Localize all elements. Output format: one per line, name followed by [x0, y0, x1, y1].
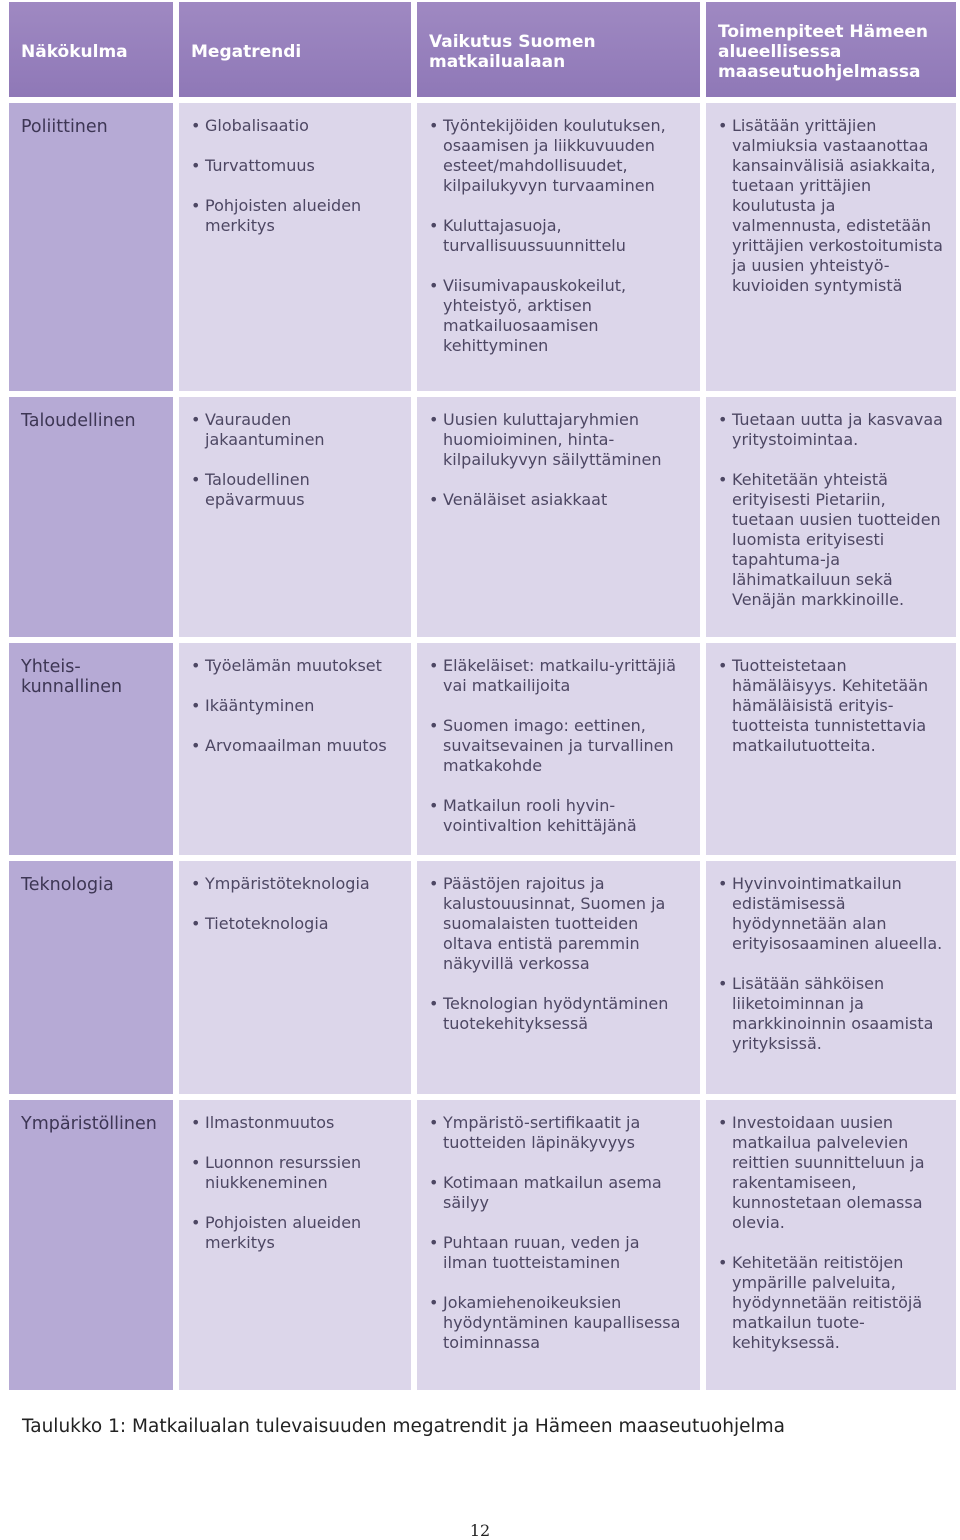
impact-cell: [417, 861, 700, 1094]
action-cell: [706, 1100, 956, 1390]
impact-item: • Matkailun rooli hyvin-vointivaltion kehittäjänä: [429, 796, 688, 836]
action-item: • Hyvinvointimatkailun edistämisessä hyödynnetään alan erityisosaaminen alueella.: [718, 874, 944, 954]
row-label: [9, 1100, 173, 1390]
megatrend-item: • Pohjoisten alueiden merkitys: [191, 1213, 399, 1253]
action-cell: [706, 103, 956, 391]
megatrend-item: • Ympäristöteknologia: [191, 874, 399, 894]
action-item: • Investoidaan uusien matkailua palvelevien reittien suunnitteluun ja rakentamiseen, kunnostetaan olemassa olevia.: [718, 1113, 944, 1233]
impact-item: • Venäläiset asiakkaat: [429, 490, 688, 510]
row-label-text: Ympäristöllinen: [21, 1114, 157, 1134]
megatrend-table: [9, 2, 956, 1390]
row-label: [9, 643, 173, 855]
impact-item: • Viisumivapauskokeilut, yhteistyö, arktisen matkailuosaamisen kehittyminen: [429, 276, 688, 356]
action-item: • Lisätään sähköisen liiketoiminnan ja markkinoinnin osaamista yrityksissä.: [718, 974, 944, 1054]
header-impact: [417, 2, 700, 97]
header-perspective: [9, 2, 173, 97]
impact-cell: [417, 643, 700, 855]
impact-item: • Eläkeläiset: matkailu-yrittäjiä vai matkailijoita: [429, 656, 688, 696]
impact-item: • Uusien kuluttajaryhmien huomioiminen, hinta-kilpailukyvyn säilyttäminen: [429, 410, 688, 470]
megatrend-item: • Pohjoisten alueiden merkitys: [191, 196, 399, 236]
row-label-text: Taloudellinen: [21, 411, 136, 431]
impact-item: • Suomen imago: eettinen, suvaitsevainen ja turvallinen matkakohde: [429, 716, 688, 776]
megatrend-item: • Ikääntyminen: [191, 696, 399, 716]
impact-item: • Jokamiehenoikeuksien hyödyntäminen kaupallisessa toiminnassa: [429, 1293, 688, 1353]
impact-item: • Kuluttajasuoja, turvallisuussuunnittelu: [429, 216, 688, 256]
header-label: Vaikutus Suomen matkailualaan: [429, 31, 596, 72]
action-item: • Lisätään yrittäjien valmiuksia vastaanottaa kansainvälisiä asiakkaita, tuetaan yrittäjien koulutusta ja valmennusta, edistetään yrittäjien verkostoitumista ja uusien yhteistyö-kuvioiden syntymistä: [718, 116, 944, 296]
header-megatrend: [179, 2, 411, 97]
megatrend-item: • Ilmastonmuutos: [191, 1113, 399, 1133]
impact-item: • Päästöjen rajoitus ja kalustouusinnat, Suomen ja suomalaisten tuotteiden oltava entistä paremmin näkyvillä verkossa: [429, 874, 688, 974]
impact-cell: [417, 1100, 700, 1390]
impact-item: • Ympäristö-sertifikaatit ja tuotteiden läpinäkyvyys: [429, 1113, 688, 1153]
impact-cell: [417, 397, 700, 637]
megatrend-item: • Globalisaatio: [191, 116, 399, 136]
megatrend-item: • Luonnon resurssien niukkeneminen: [191, 1153, 399, 1193]
megatrend-cell: [179, 861, 411, 1094]
action-item: • Kehitetään yhteistä erityisesti Pietariin, tuetaan uusien tuotteiden luomista erityisesti tapahtuma-ja lähimatkailuun sekä Venäjän markkinoille.: [718, 470, 944, 610]
impact-item: • Kotimaan matkailun asema säilyy: [429, 1173, 688, 1213]
row-label: [9, 397, 173, 637]
row-label-text: Teknologia: [21, 875, 114, 895]
header-label: Näkökulma: [21, 41, 128, 62]
impact-cell: [417, 103, 700, 391]
header-label: Megatrendi: [191, 41, 302, 62]
action-item: • Kehitetään reitistöjen ympärille palveluita, hyödynnetään reitistöjä matkailun tuote-kehityksessä.: [718, 1253, 944, 1353]
header-actions: [706, 2, 956, 97]
row-label: [9, 861, 173, 1094]
megatrend-item: • Turvattomuus: [191, 156, 399, 176]
impact-item: • Puhtaan ruuan, veden ja ilman tuotteistaminen: [429, 1233, 688, 1273]
table-caption: Taulukko 1: Matkailualan tulevaisuuden megatrendit ja Hämeen maaseutuohjelma: [22, 1416, 785, 1437]
action-item: • Tuotteistetaan hämäläisyys. Kehitetään hämäläisistä erityis-tuotteista tunnistettavia matkailutuotteita.: [718, 656, 944, 756]
megatrend-cell: [179, 643, 411, 855]
megatrend-cell: [179, 397, 411, 637]
megatrend-item: • Vaurauden jakaantuminen: [191, 410, 399, 450]
action-cell: [706, 861, 956, 1094]
impact-item: • Työntekijöiden koulutuksen, osaamisen ja liikkuvuuden esteet/mahdollisuudet, kilpailukyvyn turvaaminen: [429, 116, 688, 196]
impact-item: • Teknologian hyödyntäminen tuotekehityksessä: [429, 994, 688, 1034]
megatrend-cell: [179, 1100, 411, 1390]
page-number: 12: [469, 1521, 491, 1540]
action-cell: [706, 397, 956, 637]
megatrend-item: • Työelämän muutokset: [191, 656, 399, 676]
megatrend-cell: [179, 103, 411, 391]
row-label-text: Yhteis-kunnallinen: [21, 657, 123, 697]
row-label-text: Poliittinen: [21, 117, 108, 137]
row-label: [9, 103, 173, 391]
megatrend-item: • Arvomaailman muutos: [191, 736, 399, 756]
megatrend-item: • Tietoteknologia: [191, 914, 399, 934]
action-item: • Tuetaan uutta ja kasvavaa yritystoimintaa.: [718, 410, 944, 450]
header-label: Toimenpiteet Hämeen alueellisessa maaseutuohjelmassa: [718, 21, 928, 82]
megatrend-item: • Taloudellinen epävarmuus: [191, 470, 399, 510]
action-cell: [706, 643, 956, 855]
